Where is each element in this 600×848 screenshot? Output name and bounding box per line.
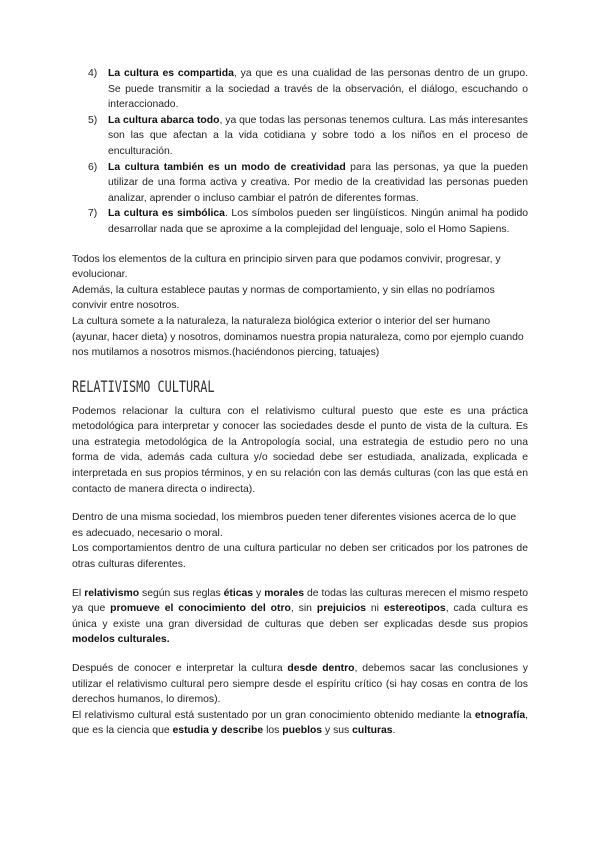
paragraph-relativism-respect: El relativismo según sus reglas éticas y morales de todas las culturas merecen el mismo respeto ya que promueve el conocimiento del otro, sin prejuicios ni estereotipos, cada cultura es única y existe una gran diversidad de culturas que deben ser explicadas desde sus propios modelos culturales. bbox=[72, 587, 528, 646]
paragraph: Dentro de una misma sociedad, los miembros pueden tener diferentes visiones acerca de lo que es adecuado, necesario o moral. bbox=[72, 512, 517, 539]
list-number: 4) bbox=[88, 68, 98, 79]
list-item-bold: La cultura es simbólica bbox=[108, 208, 225, 220]
list-item bbox=[88, 206, 528, 237]
list-item-text: , ya que es una cualidad de las personas dentro de un grupo. Se puede transmitir a la sociedad a través de la observación, el diálogo, escuchando o interaccionado. bbox=[108, 68, 528, 111]
list-number: 7) bbox=[88, 208, 98, 220]
paragraph-group bbox=[72, 661, 528, 739]
section-heading: RELATIVISMO CULTURAL bbox=[72, 376, 215, 396]
list-item-bold: La cultura también es un modo de creatividad bbox=[108, 161, 346, 173]
list-number: 6) bbox=[88, 161, 98, 173]
intro-paragraph: Además, la cultura establece pautas y normas de comportamiento, y sin ellas no podríamos convivir entre nosotros. bbox=[72, 284, 495, 312]
paragraph-critical-spirit: Después de conocer e interpretar la cultura desde dentro, debemos sacar las conclusiones y utilizar el relativismo cultural pero siempre desde el espíritu crítico (si hay cosas en contra de los derechos humanos, lo diremos). bbox=[72, 663, 529, 706]
list-item-bold: La cultura abarca todo bbox=[108, 114, 220, 126]
paragraph-group bbox=[72, 510, 528, 572]
list-item-text: para las personas, ya que la pueden utilizar de una forma activa y creativa. Por medio de la creatividad las personas pueden analizar, aprender o incluso cambiar el patrón de diferentes formas. bbox=[108, 161, 528, 204]
numbered-list bbox=[72, 66, 528, 238]
list-item-text: . Los símbolos pueden ser lingüísticos. Ningún animal ha podido desarrollar nada que se aproxime a la complejidad del lenguaje, solo el Homo Sapiens. bbox=[108, 208, 528, 235]
paragraph-ethnography: El relativismo cultural está sustentado por un gran conocimiento obtenido mediante la etnografía, que es la ciencia que estudia y describe los pueblos y sus culturas. bbox=[72, 709, 528, 737]
paragraph-relativism-intro: Podemos relacionar la cultura con el relativismo cultural puesto que este es una práctica metodológica para interpretar y conocer las sociedades desde el punto de vista de la cultura. Es una estrategia metodológica de la Antropología social, una estrategia de estudio pero no una forma de vida, además cada cultura y/o sociedad debe ser estudiada, analizada, explicada e interpretada en sus propios términos, y en su relación con las demás culturas (con las que está en contacto de manera directa o indirecta). bbox=[72, 405, 528, 495]
intro-block bbox=[72, 252, 528, 361]
intro-paragraph: La cultura somete a la naturaleza, la naturaleza biológica exterior o interior del ser humano (ayunar, hacer dieta) y nosotros, dominamos nuestra propia naturaleza, como por ejemplo cuando nos mutilamos a nosotros mismos.(haciéndonos piercing, tatuajes) bbox=[72, 315, 524, 359]
paragraph: Los comportamientos dentro de una cultura particular no deben ser criticados por los patrones de otras culturas diferentes. bbox=[72, 543, 528, 571]
list-item-text: , ya que todas las personas tenemos cultura. Las más interesantes son las que afectan a la vida cotidiana y sobre todo a los niños en el proceso de enculturación. bbox=[108, 114, 528, 157]
intro-paragraph: Todos los elementos de la cultura en principio sirven para que podamos convivir, progresar, y evolucionar. bbox=[72, 253, 501, 281]
list-number: 5) bbox=[88, 114, 98, 126]
list-item bbox=[88, 66, 528, 113]
list-item bbox=[88, 113, 528, 160]
list-item-bold: La cultura es compartida bbox=[108, 68, 234, 79]
list-item bbox=[88, 160, 528, 207]
